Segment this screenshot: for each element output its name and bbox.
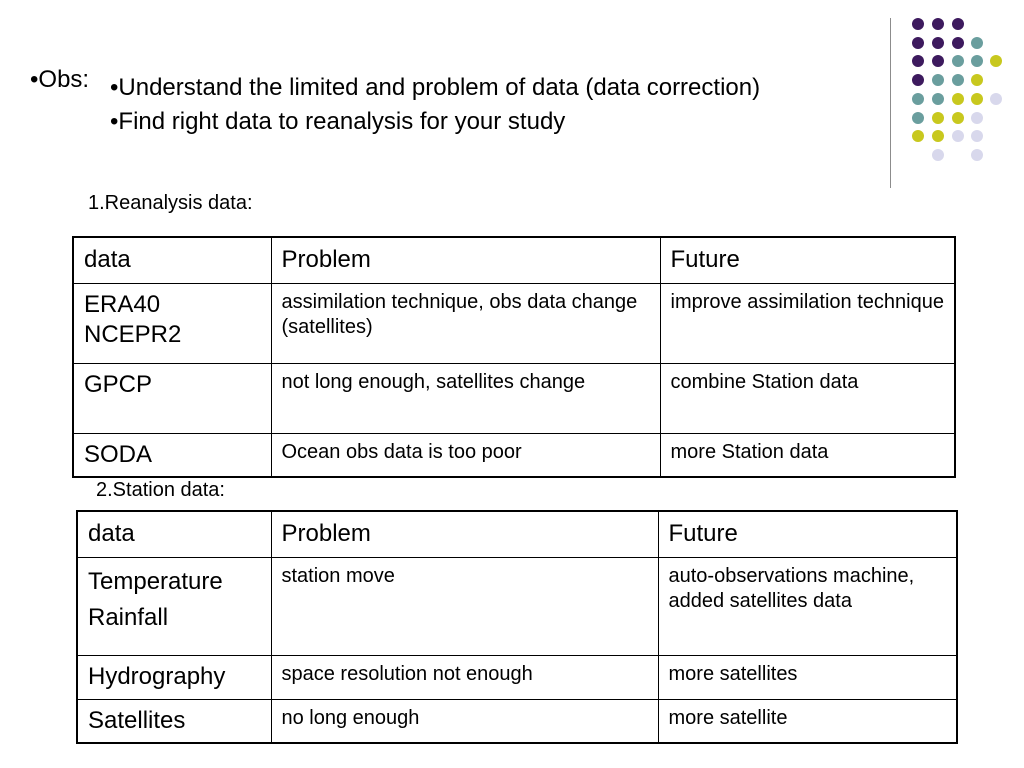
obs-label: •Obs:: [30, 66, 90, 93]
divider-line: [890, 18, 891, 188]
cell-data-line: Rainfall: [88, 603, 169, 631]
station-title: 2.Station data:: [96, 479, 225, 501]
cell-future: auto-observations machine, added satellites data: [658, 557, 957, 655]
cell-problem: space resolution not enough: [271, 655, 658, 699]
table-header-row: [73, 237, 955, 283]
cell-future: more satellite: [658, 699, 957, 743]
table-row: [73, 283, 955, 363]
cell-future: combine Station data: [660, 363, 955, 433]
obs-line-1: •Understand the limited and problem of data (data correction): [110, 74, 761, 101]
cell-future: improve assimilation technique: [660, 283, 955, 363]
table-row: [73, 433, 955, 477]
header-future: Future: [660, 237, 955, 283]
cell-problem: station move: [271, 557, 658, 655]
header-problem: Problem: [271, 237, 660, 283]
header-data: data: [73, 237, 271, 283]
cell-data: Hydrography: [77, 655, 271, 699]
cell-future: more Station data: [660, 433, 955, 477]
reanalysis-table: [72, 236, 956, 478]
table-header-row: [77, 511, 957, 557]
cell-problem: no long enough: [271, 699, 658, 743]
cell-data-line: Temperature: [88, 567, 223, 595]
cell-data: ERA40 NCEPR2: [73, 283, 271, 363]
cell-data: SODA: [73, 433, 271, 477]
reanalysis-title: 1.Reanalysis data:: [88, 192, 253, 214]
cell-future: more satellites: [658, 655, 957, 699]
table-row: [73, 363, 955, 433]
header-data: data: [77, 511, 271, 557]
cell-data: [77, 557, 271, 655]
table-row: [77, 557, 957, 655]
decorative-dot-grid: [908, 14, 1004, 164]
cell-data: Satellites: [77, 699, 271, 743]
station-table: [76, 510, 958, 744]
obs-line-2: •Find right data to reanalysis for your study: [110, 108, 566, 135]
cell-problem: not long enough, satellites change: [271, 363, 660, 433]
cell-problem: Ocean obs data is too poor: [271, 433, 660, 477]
table-row: [77, 655, 957, 699]
header-problem: Problem: [271, 511, 658, 557]
cell-problem: assimilation technique, obs data change (satellites): [271, 283, 660, 363]
table-row: [77, 699, 957, 743]
header-future: Future: [658, 511, 957, 557]
cell-data: GPCP: [73, 363, 271, 433]
